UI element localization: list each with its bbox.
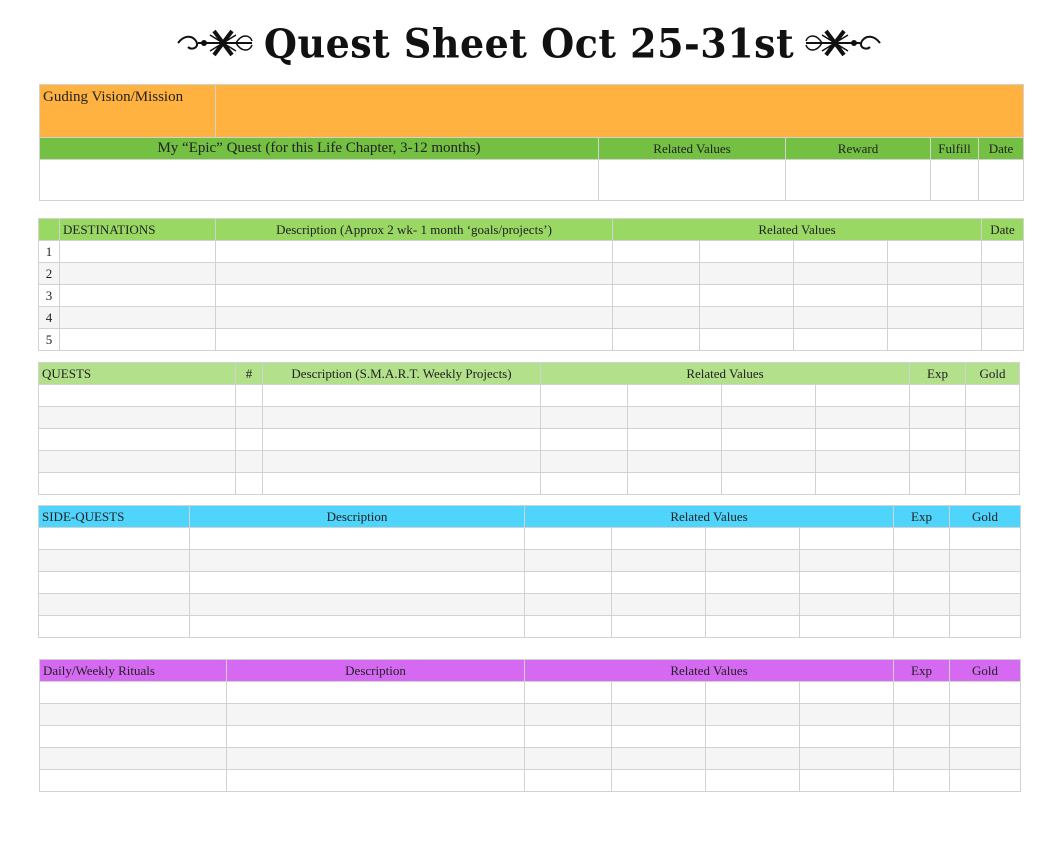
- side-quests-header: SIDE-QUESTS: [39, 506, 190, 528]
- row-number: 3: [39, 285, 60, 307]
- table-row: [40, 682, 1021, 704]
- epic-reward-cell[interactable]: [786, 160, 931, 201]
- quests-number-header: #: [236, 363, 263, 385]
- vision-epic-table: [39, 84, 1024, 201]
- epic-quest-header: My “Epic” Quest (for this Life Chapter, 3-12 months): [40, 138, 599, 160]
- rituals-exp-header: Exp: [894, 660, 950, 682]
- table-row: [39, 285, 1024, 307]
- rituals-description-header: Description: [227, 660, 525, 682]
- rituals-table: [39, 659, 1021, 792]
- destinations-date-header: Date: [982, 219, 1024, 241]
- side-quests-exp-header: Exp: [894, 506, 950, 528]
- rituals-header: Daily/Weekly Rituals: [40, 660, 227, 682]
- side-quests-description-header: Description: [190, 506, 525, 528]
- quests-header: QUESTS: [39, 363, 236, 385]
- epic-fulfill-header: Fulfill: [931, 138, 979, 160]
- table-row: [39, 594, 1021, 616]
- scroll-flourish-icon: [802, 23, 884, 63]
- table-row: [39, 329, 1024, 351]
- quests-exp-header: Exp: [910, 363, 966, 385]
- table-row: [40, 748, 1021, 770]
- table-row: [40, 770, 1021, 792]
- table-row: [39, 307, 1024, 329]
- epic-reward-header: Reward: [786, 138, 931, 160]
- side-quests-related-values-header: Related Values: [525, 506, 894, 528]
- vision-input[interactable]: [216, 85, 1024, 138]
- row-number: 5: [39, 329, 60, 351]
- row-number: 2: [39, 263, 60, 285]
- destinations-description-header: Description (Approx 2 wk- 1 month ‘goals/projects’): [216, 219, 613, 241]
- quests-gold-header: Gold: [966, 363, 1020, 385]
- rituals-related-values-header: Related Values: [525, 660, 894, 682]
- table-row: [39, 550, 1021, 572]
- table-row: [40, 704, 1021, 726]
- table-row: [39, 451, 1020, 473]
- quests-description-header: Description (S.M.A.R.T. Weekly Projects): [263, 363, 541, 385]
- table-row: [39, 572, 1021, 594]
- side-quests-gold-header: Gold: [950, 506, 1021, 528]
- table-row: [39, 241, 1024, 263]
- epic-related-values-header: Related Values: [599, 138, 786, 160]
- table-row: [39, 263, 1024, 285]
- rituals-gold-header: Gold: [950, 660, 1021, 682]
- epic-date-header: Date: [979, 138, 1024, 160]
- table-row: [39, 473, 1020, 495]
- epic-fulfill-cell[interactable]: [931, 160, 979, 201]
- table-row: [39, 528, 1021, 550]
- table-row: [39, 616, 1021, 638]
- page-title: Quest Sheet Oct 25-31st: [263, 19, 795, 67]
- row-number: 4: [39, 307, 60, 329]
- epic-quest-cell[interactable]: [40, 160, 599, 201]
- quests-table: [38, 362, 1020, 495]
- table-row: [40, 726, 1021, 748]
- scroll-flourish-icon: [174, 23, 256, 63]
- quests-related-values-header: Related Values: [541, 363, 910, 385]
- destinations-table: [38, 218, 1024, 351]
- table-row: [39, 385, 1020, 407]
- title-area: [0, 14, 1058, 72]
- epic-related-values-cell[interactable]: [599, 160, 786, 201]
- destinations-related-values-header: Related Values: [613, 219, 982, 241]
- table-row: [39, 407, 1020, 429]
- vision-label: Guding Vision/Mission: [40, 85, 216, 138]
- epic-date-cell[interactable]: [979, 160, 1024, 201]
- destinations-header: DESTINATIONS: [60, 219, 216, 241]
- side-quests-table: [38, 505, 1021, 638]
- table-row: [39, 429, 1020, 451]
- destinations-corner: [39, 219, 60, 241]
- row-number: 1: [39, 241, 60, 263]
